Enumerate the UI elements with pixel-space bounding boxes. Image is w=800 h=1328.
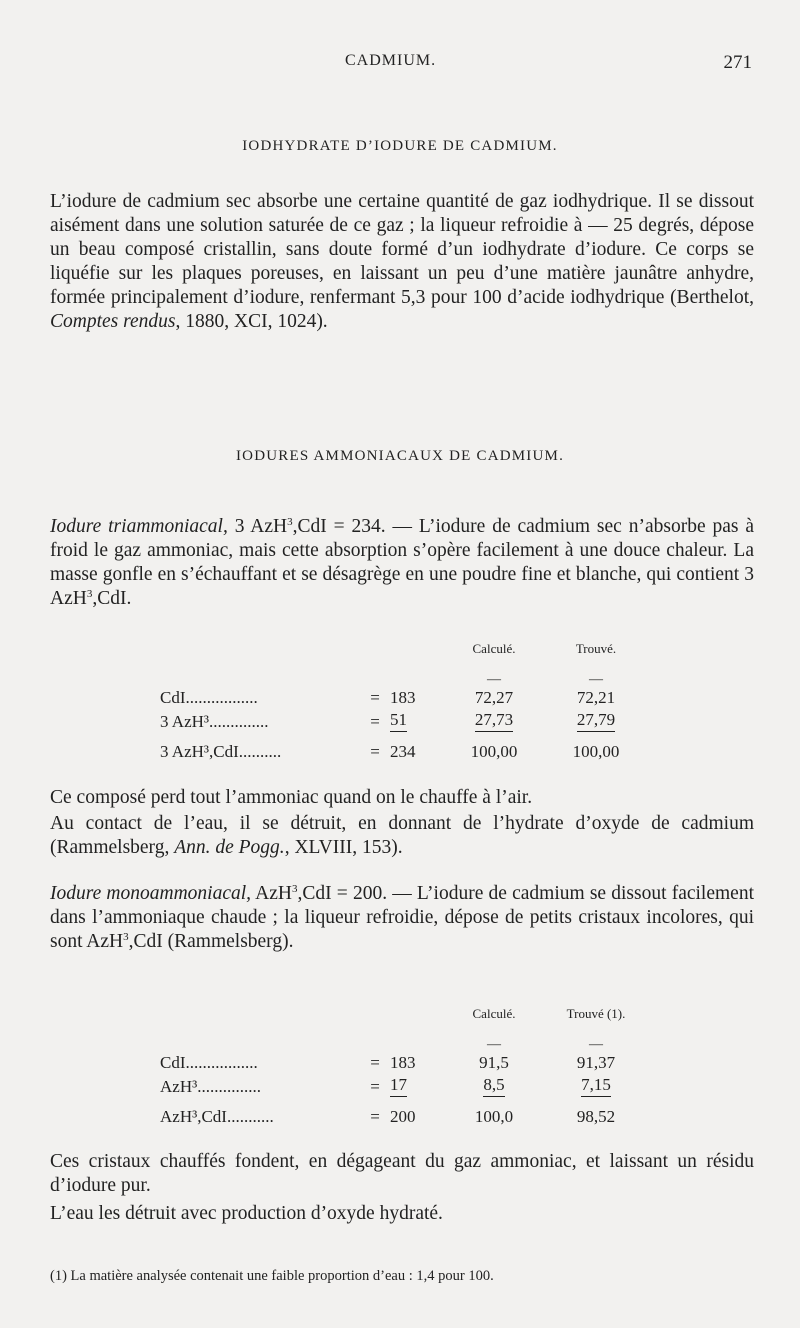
header-trouve: Trouvé (1). (566, 1006, 626, 1021)
table-row: AzH³............... = 17 8,5 7,15 (160, 1075, 611, 1096)
paragraph-triammoniacal: Iodure triammoniacal, 3 AzH$^3$,CdI = 234. — L’iodure de cadmium sec n’absorbe pas à froid le gaz ammoniac, mais cette absorption s’opère facilement à une douce chaleur. La masse gonfle en s’échauffant et se désagrège en une poudre fine et blanche, qui contient 3 AzH$^3$,CdI. (50, 516, 755, 609)
paragraph-monoammoniacal: Iodure monoammoniacal, AzH$^3$,CdI = 200. — L’iodure de cadmium se dissout facilement dans l’ammoniaque chaude ; la liqueur refroidie, dépose de petits cristaux incolores, qui sont AzH$^3$,CdI (Rammelsberg). (50, 883, 754, 952)
composition-table-monoammoniacal: Calculé. Trouvé (1). — — CdI................. = 183 91,5 91,37 AzH³............... = 17 8,5 7,15 AzH³,CdI........... = 200 100,0 98,52 (160, 1003, 644, 1127)
composition-table-triammoniacal: Calculé. Trouvé. — — CdI................. = 183 72,27 72,21 3 AzH³.............. = 51 27,73 27,79 3 AzH³,CdI.......... = 234 100,00 100,00 (160, 638, 644, 762)
header-trouve: Trouvé. (575, 641, 617, 656)
reference-title: Ann. de Pogg. (174, 837, 285, 858)
table-row: 3 AzH³.............. = 51 27,73 27,79 (160, 710, 616, 731)
table-row: CdI................. = 183 72,27 72,21 (160, 688, 616, 707)
footnote: (1) La matière analysée contenait une faible proportion d’eau : 1,4 pour 100. (50, 1268, 494, 1284)
running-title: CADMIUM. (345, 52, 437, 69)
header-calcule: Calculé. (472, 1006, 516, 1021)
paragraph-chauffe: Ce composé perd tout l’ammoniac quand on le chauffe à l’air. (50, 787, 533, 808)
paragraph-eau-detruit: L’eau les détruit avec production d’oxyde hydraté. (50, 1203, 443, 1224)
header-calcule: Calculé. (472, 641, 516, 656)
table-row: CdI................. = 183 91,5 91,37 (160, 1053, 616, 1072)
term-monoammoniacal: Iodure monoammoniacal, (50, 883, 252, 904)
running-head (0, 52, 800, 76)
page-number: 271 (723, 52, 752, 73)
term-triammoniacal: Iodure triammoniacal, (50, 516, 228, 537)
paragraph-iodhydrate: L’iodure de cadmium sec absorbe une certaine quantité de gaz iodhydrique. Il se dissout aisément dans une solution saturée de ce gaz ; la liqueur refroidie à — 25 degrés, dépose un beau composé cristallin, sans doute formé d’un iodhydrate d’iodure. Ce corps se liquéfie sur les plaques poreuses, en laissant un peu d’une matière jaunâtre anhydre, formée principalement d’iodure, renfermant 5,3 pour 100 d’acide iodhydrique (Berthelot, Comptes rendus, 1880, XCI, 1024). (50, 191, 754, 332)
table-row-total: 3 AzH³,CdI.......... = 234 100,00 100,00 (160, 742, 620, 761)
table-row-total: AzH³,CdI........... = 200 100,0 98,52 (160, 1107, 616, 1126)
section-title-iodhydrate: IODHYDRATE D’IODURE DE CADMIUM. (242, 138, 558, 154)
reference-title: Comptes rendus (50, 311, 176, 332)
paragraph-cristaux-chauffes: Ces cristaux chauffés fondent, en dégageant du gaz ammoniac, et laissant un résidu d’iodure pur. (50, 1151, 754, 1196)
paragraph-contact-eau: Au contact de l’eau, il se détruit, en donnant de l’hydrate d’oxyde de cadmium (Rammelsberg, Ann. de Pogg., XLVIII, 153). (50, 813, 754, 858)
section-title-iodures-ammoniacaux: IODURES AMMONIACAUX DE CADMIUM. (235, 448, 565, 464)
